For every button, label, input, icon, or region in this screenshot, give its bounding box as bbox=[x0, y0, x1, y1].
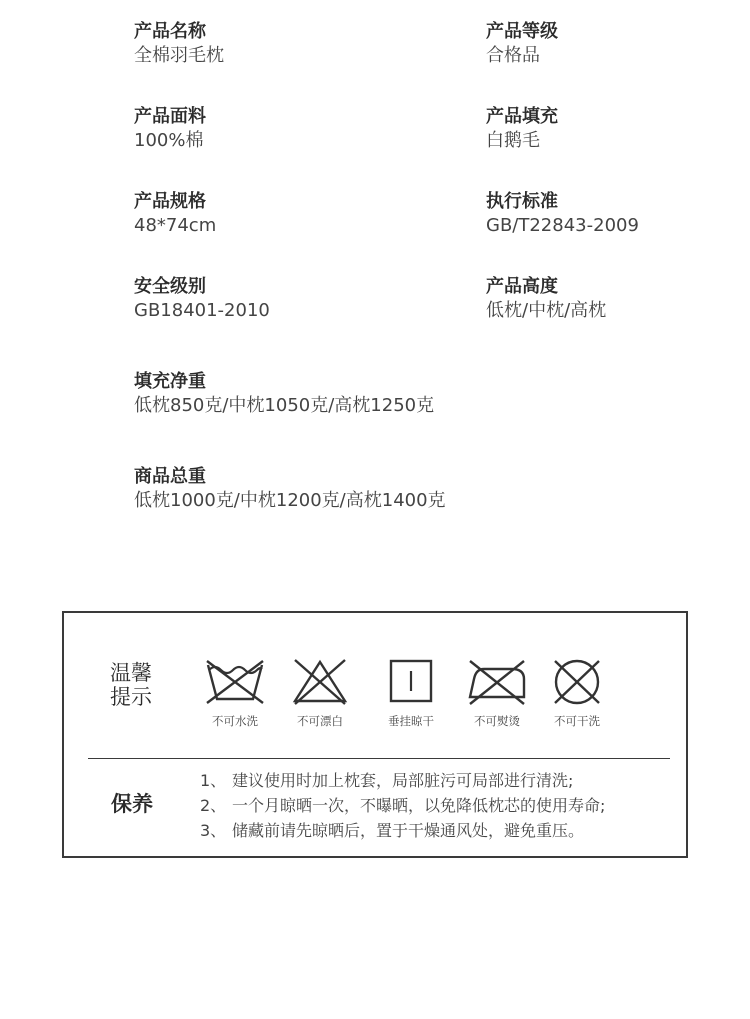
divider bbox=[88, 758, 670, 759]
symbol-caption: 不可漂白 bbox=[297, 714, 343, 728]
symbol-no-wash bbox=[200, 657, 270, 729]
spec-size bbox=[134, 190, 216, 238]
spec-value: 低枕/中枕/高枕 bbox=[486, 300, 607, 321]
symbol-caption: 垂挂晾干 bbox=[388, 714, 434, 728]
spec-product-grade bbox=[486, 20, 558, 68]
symbol-caption: 不可熨烫 bbox=[474, 714, 520, 728]
item-text: 建议使用时加上枕套，局部脏污可局部进行清洗; bbox=[232, 771, 574, 790]
no-wash-icon bbox=[200, 657, 270, 707]
tips-title-line: 提示 bbox=[110, 685, 152, 709]
spec-label: 填充净重 bbox=[134, 371, 206, 392]
maintenance-label: 保养 bbox=[111, 792, 153, 816]
spec-value: 合格品 bbox=[486, 45, 540, 66]
spec-label: 产品规格 bbox=[134, 191, 206, 212]
spec-label: 产品等级 bbox=[486, 21, 558, 42]
item-text: 储藏前请先晾晒后，置于干燥通风处，避免重压。 bbox=[232, 821, 585, 840]
spec-gross-weight bbox=[134, 465, 446, 513]
symbol-hang-dry bbox=[376, 657, 446, 729]
spec-fabric bbox=[134, 105, 206, 153]
spec-standard bbox=[486, 190, 639, 238]
spec-label: 商品总重 bbox=[134, 466, 206, 487]
spec-label: 产品填充 bbox=[486, 106, 558, 127]
item-number: 2、 bbox=[200, 796, 227, 815]
spec-label: 执行标准 bbox=[486, 191, 558, 212]
spec-value: GB18401-2010 bbox=[134, 300, 270, 321]
item-number: 3、 bbox=[200, 821, 227, 840]
tips-title bbox=[110, 661, 170, 709]
no-iron-icon bbox=[462, 657, 532, 707]
hang-dry-icon bbox=[376, 657, 446, 707]
no-bleach-icon bbox=[285, 657, 355, 707]
spec-label: 产品面料 bbox=[134, 106, 206, 127]
spec-value: 白鹅毛 bbox=[486, 130, 540, 151]
spec-value: 48*74cm bbox=[134, 215, 217, 236]
list-item bbox=[200, 793, 605, 818]
spec-safety-level bbox=[134, 275, 270, 323]
maintenance-instructions bbox=[200, 768, 605, 843]
symbol-no-dry-clean bbox=[542, 657, 612, 729]
spec-label: 产品高度 bbox=[486, 276, 558, 297]
spec-value: 100%棉 bbox=[134, 130, 204, 151]
spec-label: 安全级别 bbox=[134, 276, 206, 297]
spec-net-weight bbox=[134, 370, 434, 418]
spec-label: 产品名称 bbox=[134, 21, 206, 42]
symbol-caption: 不可干洗 bbox=[554, 714, 600, 728]
spec-value: 全棉羽毛枕 bbox=[134, 45, 224, 66]
symbol-no-bleach bbox=[285, 657, 355, 729]
no-dry-clean-icon bbox=[542, 657, 612, 707]
tips-title-line: 温馨 bbox=[110, 661, 152, 685]
care-instructions-box bbox=[62, 611, 688, 858]
list-item bbox=[200, 818, 605, 843]
spec-value: GB/T22843-2009 bbox=[486, 215, 639, 236]
symbol-no-iron bbox=[462, 657, 532, 729]
list-item bbox=[200, 768, 605, 793]
spec-value: 低枕1000克/中枕1200克/高枕1400克 bbox=[134, 490, 446, 511]
item-number: 1、 bbox=[200, 771, 227, 790]
symbol-caption: 不可水洗 bbox=[212, 714, 258, 728]
item-text: 一个月晾晒一次，不曝晒，以免降低枕芯的使用寿命; bbox=[232, 796, 606, 815]
spec-height bbox=[486, 275, 606, 323]
spec-value: 低枕850克/中枕1050克/高枕1250克 bbox=[134, 395, 435, 416]
spec-filling bbox=[486, 105, 558, 153]
spec-product-name bbox=[134, 20, 224, 68]
